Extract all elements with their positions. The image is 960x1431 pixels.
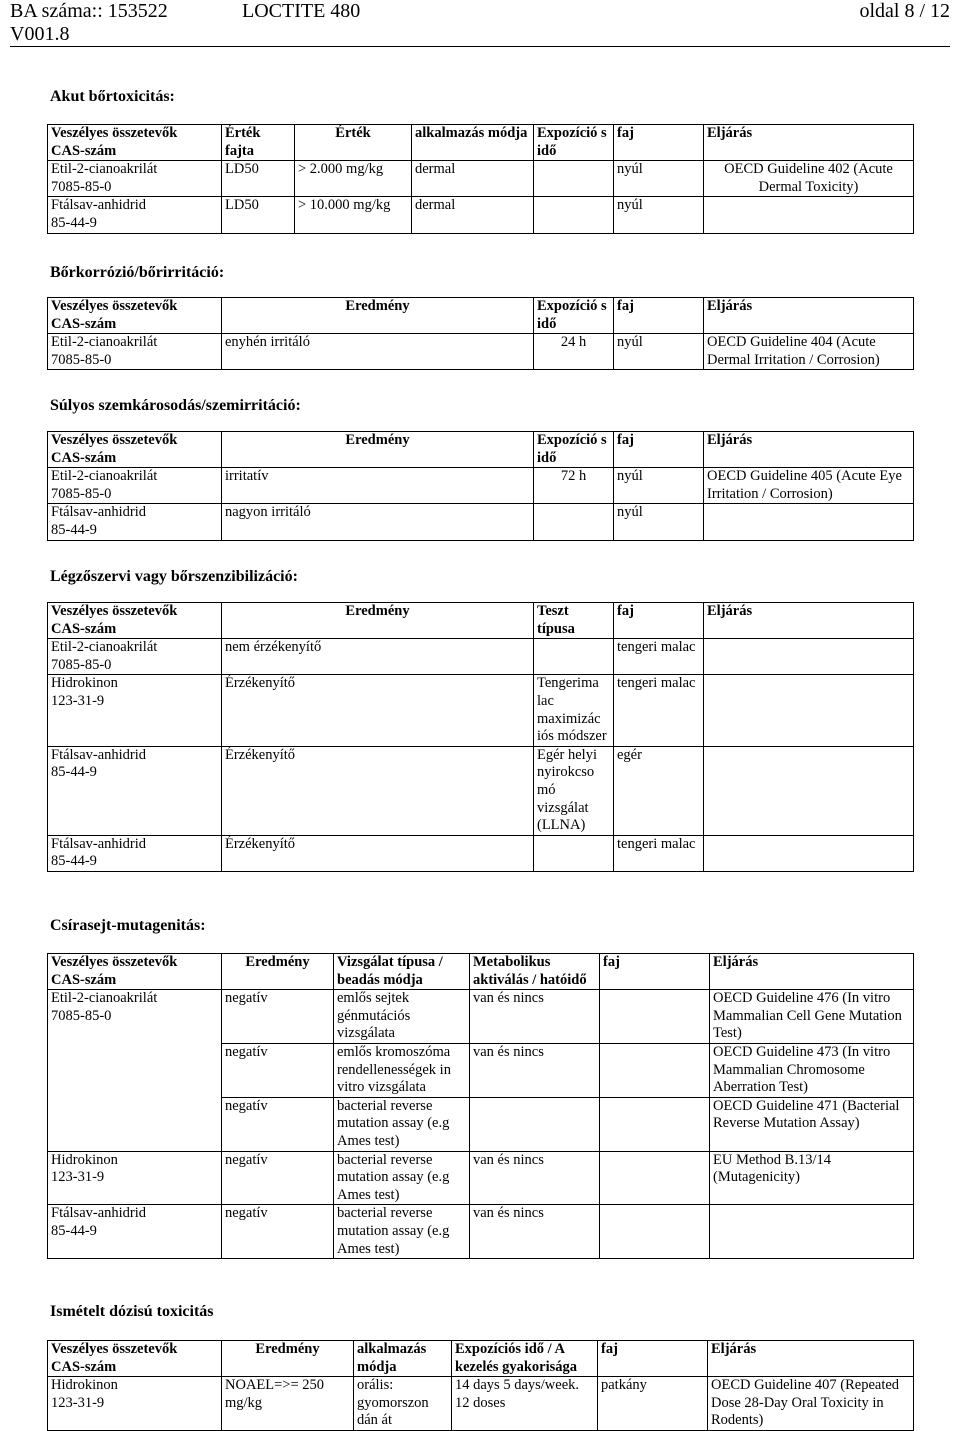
substance-cell: Hidrokinon 123-31-9 (48, 1377, 222, 1431)
table-row (48, 161, 914, 197)
activation-cell: van és nincs (470, 1151, 600, 1205)
route-cell: dermal (412, 161, 534, 197)
substance-cell: Etil-2-cianoakrilát 7085-85-0 (48, 468, 222, 504)
method-cell: OECD Guideline 402 (Acute Dermal Toxicity) (704, 161, 914, 197)
header-species: faj (614, 432, 704, 468)
activation-cell: van és nincs (470, 1205, 600, 1259)
test-type-cell (534, 639, 614, 675)
result-cell: Érzékenyítő (222, 746, 534, 835)
result-cell: Érzékenyítő (222, 675, 534, 746)
header-method: Eljárás (710, 954, 914, 990)
section-title-eye: Súlyos szemkárosodás/szemirritáció: (50, 397, 301, 414)
species-cell (600, 1097, 710, 1151)
result-cell: irritatív (222, 468, 534, 504)
product-name: LOCTITE 480 (242, 0, 361, 22)
section-title-repeated-dose: Ismételt dózisú toxicitás (50, 1303, 214, 1320)
method-cell: EU Method B.13/14 (Mutagenicity) (710, 1151, 914, 1205)
header-substance: Veszélyes összetevők CAS-szám (48, 432, 222, 468)
table-row (48, 1377, 914, 1431)
method-cell (704, 675, 914, 746)
species-cell: nyúl (614, 161, 704, 197)
header-species: faj (614, 298, 704, 334)
mutagenicity-table (47, 953, 914, 1259)
table-row (48, 1205, 914, 1259)
species-cell (600, 1043, 710, 1097)
exposure-cell (534, 197, 614, 233)
header-method: Eljárás (704, 298, 914, 334)
header-value: Érték (295, 125, 412, 161)
section-title-dermal: Akut bőrtoxicitás: (50, 88, 175, 105)
method-cell: OECD Guideline 476 (In vitro Mammalian Cell Gene Mutation Test) (710, 990, 914, 1044)
result-cell: nagyon irritáló (222, 504, 534, 540)
table-header-row (48, 954, 914, 990)
species-cell: egér (614, 746, 704, 835)
substance-cell: Etil-2-cianoakrilát 7085-85-0 (48, 639, 222, 675)
method-cell (704, 504, 914, 540)
section-title-sensitisation: Légzőszervi vagy bőrszenzibilizáció: (50, 568, 298, 585)
header-exposure: Expozíció s idő (534, 125, 614, 161)
table-row (48, 675, 914, 746)
substance-cell: Etil-2-cianoakrilát 7085-85-0 (48, 334, 222, 370)
value-type-cell: LD50 (222, 161, 295, 197)
result-cell: nem érzékenyítő (222, 639, 534, 675)
repeated-dose-table (47, 1340, 914, 1431)
species-cell: tengeri malac (614, 675, 704, 746)
test-type-cell: bacterial reverse mutation assay (e.g Ames test) (334, 1097, 470, 1151)
header-substance: Veszélyes összetevők CAS-szám (48, 1341, 222, 1377)
method-cell (704, 639, 914, 675)
exposure-cell (534, 504, 614, 540)
header-result: Eredmény (222, 1341, 354, 1377)
substance-cell: Ftálsav-anhidrid 85-44-9 (48, 1205, 222, 1259)
test-type-cell: emlős kromoszóma rendellenességek in vitro vizsgálata (334, 1043, 470, 1097)
page-header (10, 0, 950, 46)
table-row (48, 639, 914, 675)
substance-cell: Ftálsav-anhidrid 85-44-9 (48, 746, 222, 835)
species-cell: tengeri malac (614, 835, 704, 871)
header-divider (10, 46, 950, 47)
table-header-row (48, 603, 914, 639)
header-substance: Veszélyes összetevők CAS-szám (48, 125, 222, 161)
header-species: faj (614, 125, 704, 161)
species-cell (600, 1151, 710, 1205)
section-title-skin: Bőrkorrózió/bőrirritáció: (50, 264, 225, 281)
route-cell: orális: gyomorszon dán át (354, 1377, 452, 1431)
species-cell: nyúl (614, 334, 704, 370)
value-type-cell: LD50 (222, 197, 295, 233)
result-cell: negatív (222, 990, 334, 1044)
header-method: Eljárás (708, 1341, 914, 1377)
species-cell: nyúl (614, 197, 704, 233)
test-type-cell: Tengerima lac maximizác iós módszer (534, 675, 614, 746)
header-value-type: Érték fajta (222, 125, 295, 161)
method-cell: OECD Guideline 471 (Bacterial Reverse Mutation Assay) (710, 1097, 914, 1151)
table-row (48, 835, 914, 871)
substance-cell: Ftálsav-anhidrid 85-44-9 (48, 504, 222, 540)
table-header-row (48, 432, 914, 468)
value-cell: > 10.000 mg/kg (295, 197, 412, 233)
eye-irritation-table (47, 431, 914, 541)
header-species: faj (600, 954, 710, 990)
route-cell: dermal (412, 197, 534, 233)
table-header-row (48, 298, 914, 334)
sensitisation-table (47, 602, 914, 872)
result-cell: NOAEL=>= 250 mg/kg (222, 1377, 354, 1431)
species-cell: nyúl (614, 504, 704, 540)
header-substance: Veszélyes összetevők CAS-szám (48, 298, 222, 334)
exposure-cell: 72 h (534, 468, 614, 504)
test-type-cell: bacterial reverse mutation assay (e.g Ames test) (334, 1205, 470, 1259)
method-cell (704, 746, 914, 835)
header-species: faj (598, 1341, 708, 1377)
activation-cell (470, 1097, 600, 1151)
result-cell: negatív (222, 1151, 334, 1205)
header-method: Eljárás (704, 432, 914, 468)
header-result: Eredmény (222, 432, 534, 468)
page-number: oldal 8 / 12 (859, 0, 950, 22)
species-cell (600, 990, 710, 1044)
method-cell (704, 835, 914, 871)
table-header-row (48, 1341, 914, 1377)
substance-cell: Etil-2-cianoakrilát 7085-85-0 (48, 990, 222, 1151)
method-cell: OECD Guideline 473 (In vitro Mammalian Chromosome Aberration Test) (710, 1043, 914, 1097)
substance-cell: Hidrokinon 123-31-9 (48, 675, 222, 746)
section-title-mutagenicity: Csírasejt-mutagenitás: (50, 917, 206, 934)
header-substance: Veszélyes összetevők CAS-szám (48, 603, 222, 639)
table-row (48, 197, 914, 233)
header-route: alkalmazás módja (354, 1341, 452, 1377)
test-type-cell (534, 835, 614, 871)
header-result: Eredmény (222, 603, 534, 639)
species-cell: tengeri malac (614, 639, 704, 675)
result-cell: negatív (222, 1205, 334, 1259)
header-result: Eredmény (222, 954, 334, 990)
header-species: faj (614, 603, 704, 639)
result-cell: enyhén irritáló (222, 334, 534, 370)
species-cell (600, 1205, 710, 1259)
test-type-cell: Egér helyi nyirokcso mó vizsgálat (LLNA) (534, 746, 614, 835)
header-test-type: Vizsgálat típusa / beadás módja (334, 954, 470, 990)
table-row (48, 746, 914, 835)
table-row (48, 468, 914, 504)
doc-number: BA száma:: 153522 (10, 0, 168, 22)
header-exposure: Expozíciós idő / A kezelés gyakorisága (452, 1341, 598, 1377)
result-cell: negatív (222, 1043, 334, 1097)
method-cell: OECD Guideline 405 (Acute Eye Irritation / Corrosion) (704, 468, 914, 504)
table-header-row (48, 125, 914, 161)
exposure-cell: 14 days 5 days/week. 12 doses (452, 1377, 598, 1431)
method-cell: OECD Guideline 407 (Repeated Dose 28-Day Oral Toxicity in Rodents) (708, 1377, 914, 1431)
table-row (48, 504, 914, 540)
header-exposure: Expozíció s idő (534, 298, 614, 334)
activation-cell: van és nincs (470, 990, 600, 1044)
value-cell: > 2.000 mg/kg (295, 161, 412, 197)
header-exposure: Expozíció s idő (534, 432, 614, 468)
species-cell: patkány (598, 1377, 708, 1431)
header-method: Eljárás (704, 125, 914, 161)
exposure-cell: 24 h (534, 334, 614, 370)
skin-irritation-table (47, 297, 914, 370)
substance-cell: Ftálsav-anhidrid 85-44-9 (48, 197, 222, 233)
method-cell: OECD Guideline 404 (Acute Dermal Irritation / Corrosion) (704, 334, 914, 370)
method-cell (704, 197, 914, 233)
activation-cell: van és nincs (470, 1043, 600, 1097)
substance-cell: Ftálsav-anhidrid 85-44-9 (48, 835, 222, 871)
result-cell: Érzékenyítő (222, 835, 534, 871)
substance-cell: Etil-2-cianoakrilát 7085-85-0 (48, 161, 222, 197)
test-type-cell: bacterial reverse mutation assay (e.g Ames test) (334, 1151, 470, 1205)
result-cell: negatív (222, 1097, 334, 1151)
header-route: alkalmazás módja (412, 125, 534, 161)
dermal-toxicity-table (47, 124, 914, 234)
species-cell: nyúl (614, 468, 704, 504)
table-row (48, 334, 914, 370)
test-type-cell: emlős sejtek génmutációs vizsgálata (334, 990, 470, 1044)
substance-cell: Hidrokinon 123-31-9 (48, 1151, 222, 1205)
header-activation: Metabolikus aktiválás / hatóidő (470, 954, 600, 990)
header-test-type: Teszt típusa (534, 603, 614, 639)
header-substance: Veszélyes összetevők CAS-szám (48, 954, 222, 990)
method-cell (710, 1205, 914, 1259)
doc-version: V001.8 (10, 23, 70, 45)
table-row (48, 990, 914, 1044)
header-result: Eredmény (222, 298, 534, 334)
table-row (48, 1151, 914, 1205)
header-method: Eljárás (704, 603, 914, 639)
exposure-cell (534, 161, 614, 197)
